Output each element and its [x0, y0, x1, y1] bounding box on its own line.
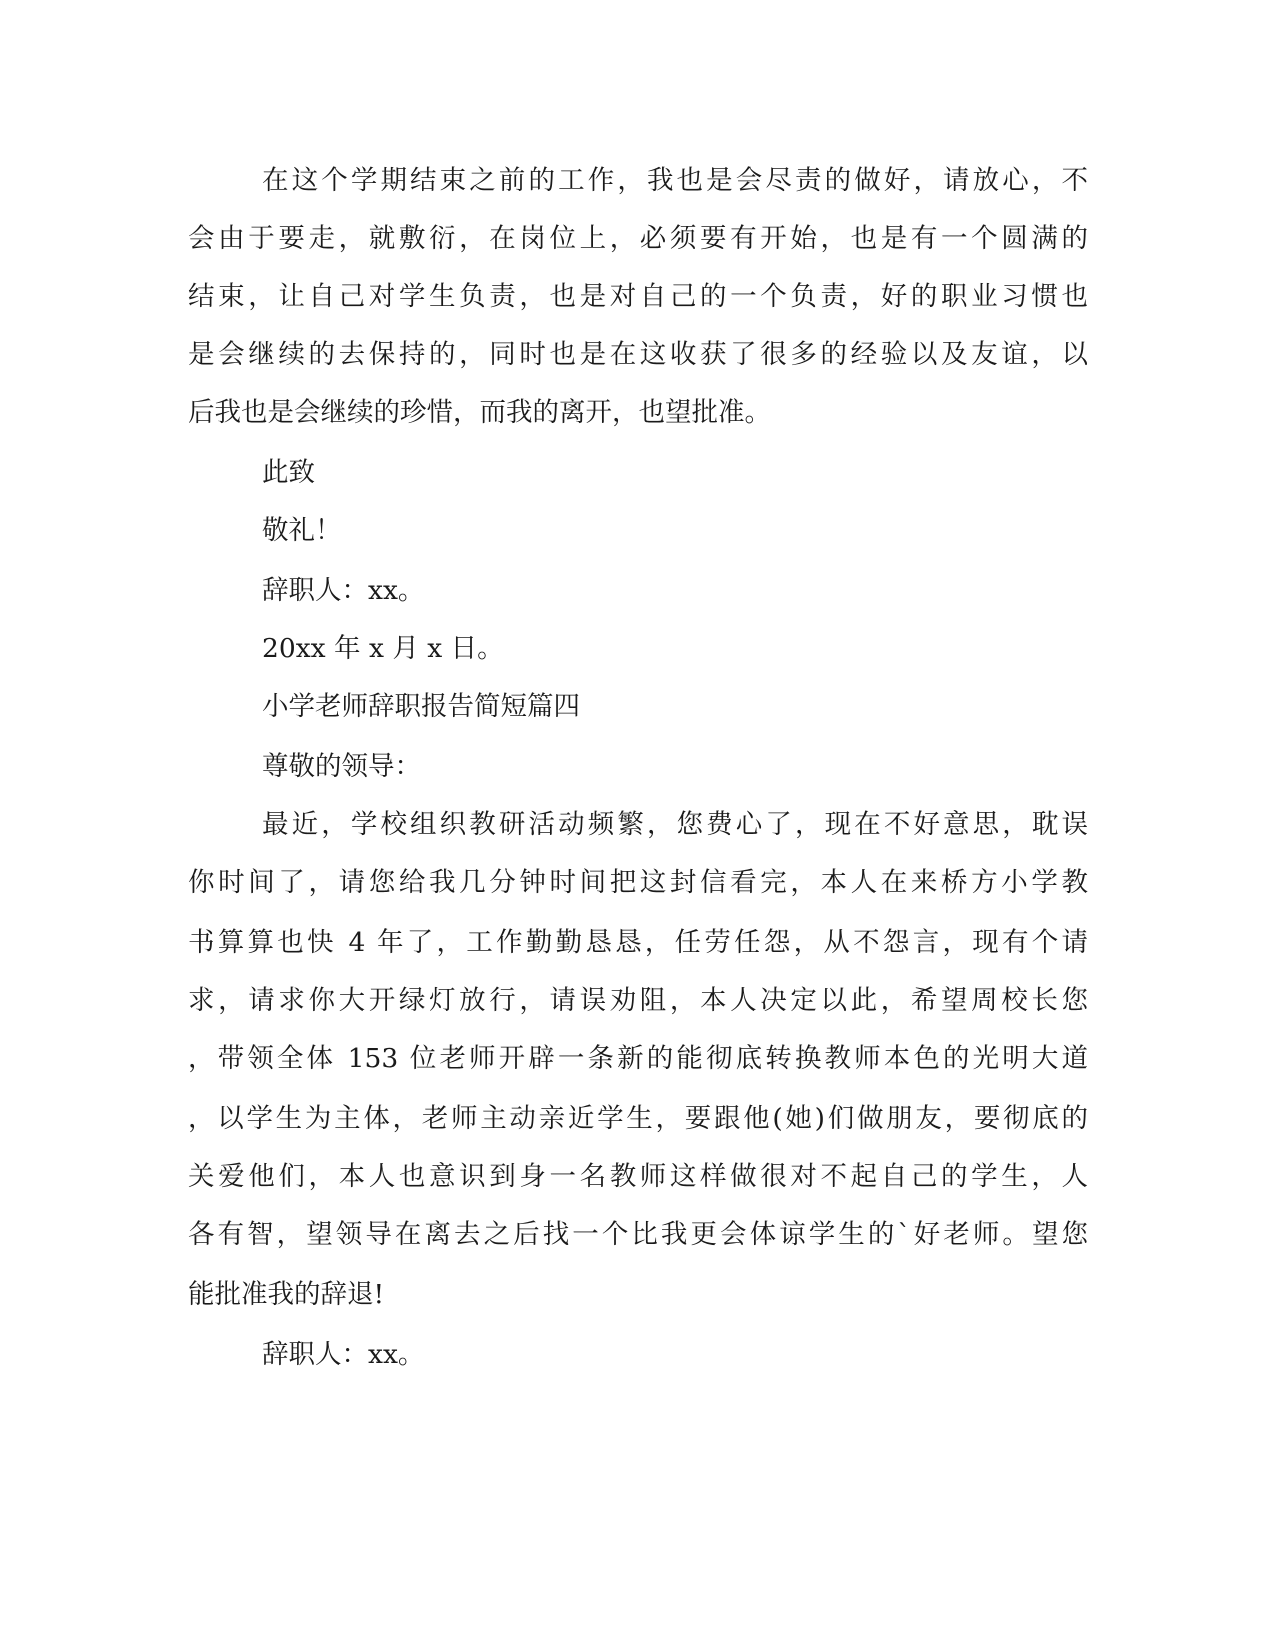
- paragraph-line: 关爱他们，本人也意识到身一名教师这样做很对不起自己的学生，人: [188, 1161, 1088, 1192]
- date-text: 20xx 年 x 月 x 日。: [262, 633, 504, 664]
- paragraph-line: 能批准我的辞退!: [188, 1279, 385, 1310]
- salute-text: 敬礼！: [262, 515, 342, 546]
- paragraph-line: 后我也是会继续的珍惜，而我的离开，也望批准。: [188, 397, 771, 428]
- closing-text: 此致: [262, 457, 315, 488]
- paragraph-line: 各有智，望领导在离去之后找一个比我更会体谅学生的`好老师。望您: [188, 1219, 1088, 1250]
- paragraph-line: 最近，学校组织教研活动频繁，您费心了，现在不好意思，耽误: [262, 809, 1088, 840]
- paragraph-line: 是会继续的去保持的，同时也是在这收获了很多的经验以及友谊，以: [188, 339, 1088, 370]
- greeting-text: 尊敬的领导：: [262, 751, 421, 782]
- paragraph-line: 会由于要走，就敷衍，在岗位上，必须要有开始，也是有一个圆满的: [188, 223, 1088, 254]
- paragraph-line: 结束，让自己对学生负责，也是对自己的一个负责，好的职业习惯也: [188, 281, 1088, 312]
- paragraph-line: 你时间了，请您给我几分钟时间把这封信看完，本人在来桥方小学教: [188, 867, 1088, 898]
- section-title: 小学老师辞职报告简短篇四: [262, 691, 580, 722]
- paragraph-line: 书算算也快 4 年了，工作勤勤恳恳，任劳任怨，从不怨言，现有个请: [188, 927, 1088, 958]
- paragraph-line: 在这个学期结束之前的工作，我也是会尽责的做好，请放心，不: [262, 165, 1088, 196]
- paragraph-line: ，带领全体 153 位老师开辟一条新的能彻底转换教师本色的光明大道: [188, 1043, 1088, 1074]
- paragraph-line: ，以学生为主体，老师主动亲近学生，要跟他(她)们做朋友，要彻底的: [188, 1103, 1088, 1134]
- resigner-signature: 辞职人：xx。: [262, 1339, 425, 1370]
- paragraph-line: 求，请求你大开绿灯放行，请误劝阻，本人决定以此，希望周校长您: [188, 985, 1088, 1016]
- resigner-signature: 辞职人：xx。: [262, 575, 425, 606]
